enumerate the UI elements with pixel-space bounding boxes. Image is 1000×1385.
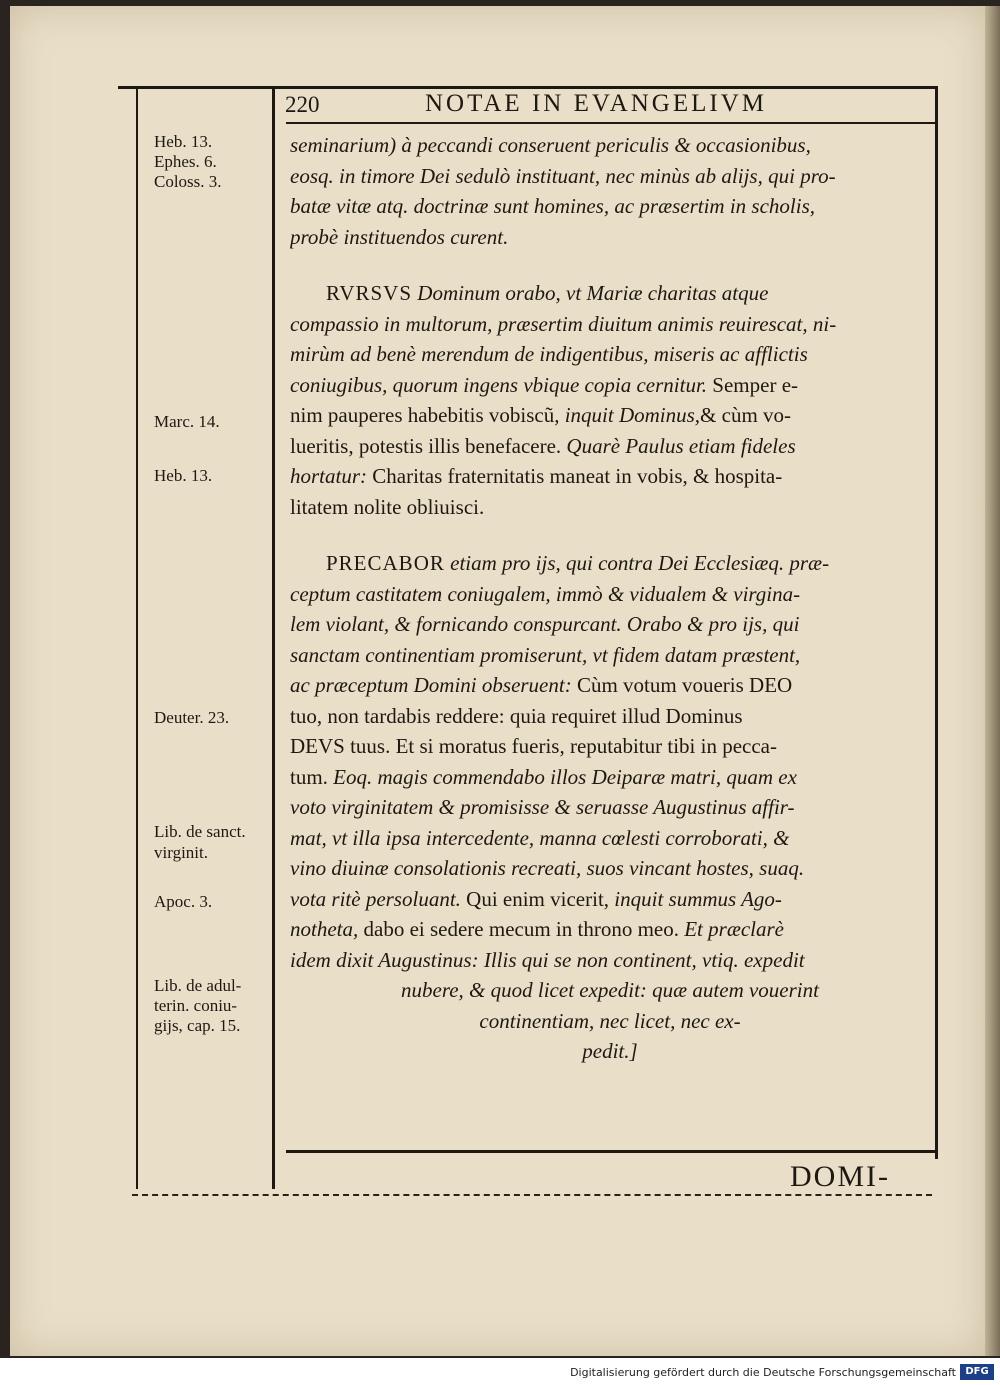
page-edge xyxy=(985,6,1000,1356)
margin-note: Heb. 13. xyxy=(154,132,213,151)
text-line xyxy=(290,762,930,793)
text-run: & cùm vo- xyxy=(700,403,792,427)
text-line: sanctam continentiam promiserunt, vt fidem datam præstent, xyxy=(290,642,801,667)
text-line: tuo, non tardabis reddere: quia requiret illud Dominus xyxy=(290,703,743,728)
text-run: etiam pro ijs, qui contra Dei Ecclesiæq. præ- xyxy=(450,551,830,575)
text-line xyxy=(290,914,930,945)
frame-right-rule xyxy=(935,89,938,1159)
margin-gutter-rule xyxy=(272,89,275,1189)
text-line xyxy=(290,400,930,431)
text-run: Semper e- xyxy=(712,372,799,397)
paragraph-3 xyxy=(290,548,930,1067)
text-line xyxy=(290,431,930,462)
text-run: dabo ei sedere mecum in throno meo. xyxy=(363,917,679,941)
text-line xyxy=(290,884,930,915)
text-line xyxy=(290,548,930,579)
text-line: eosq. in timore Dei sedulò instituant, nec minùs ab alijs, qui pro- xyxy=(290,163,836,188)
text-line: batæ vitæ atq. doctrinæ sunt homines, ac præsertim in scholis, xyxy=(290,194,816,218)
text-run: lueritis, potestis illis benefacere. xyxy=(290,433,562,458)
text-line: pedit.] xyxy=(582,1039,638,1063)
text-run: inquit Dominus, xyxy=(564,403,701,427)
text-run: inquit summus Ago- xyxy=(614,886,782,911)
margin-note: Heb. 13. xyxy=(154,466,213,485)
text-run: ac præceptum Domini obseruent: xyxy=(290,673,572,697)
margin-note: gijs, cap. 15. xyxy=(154,1016,241,1035)
funding-note: Digitalisierung gefördert durch die Deutsche Forschungsgemeinschaft xyxy=(570,1366,956,1379)
margin-note: Lib. de adul- xyxy=(154,976,242,995)
margin-note: Marc. 14. xyxy=(154,412,220,431)
dfg-logo: DFG xyxy=(960,1364,994,1380)
text-line: compassio in multorum, præsertim diuitum animis reuirescat, ni- xyxy=(290,311,837,336)
margin-note: Deuter. 23. xyxy=(154,708,230,727)
text-line: continentiam, nec licet, nec ex- xyxy=(479,1008,741,1033)
margin-note: Apoc. 3. xyxy=(154,892,213,911)
text-run: Et præclarè xyxy=(684,917,784,941)
text-run: Cùm votum voueris DEO xyxy=(576,673,793,697)
text-line: idem dixit Augustinus: Illis qui se non continent, vtiq. expedit xyxy=(290,947,805,972)
text-line: voto virginitatem & promisisse & seruasse Augustinus affir- xyxy=(290,795,795,819)
paragraph-lead-word: PRECABOR xyxy=(326,551,445,575)
paragraph-lead-word: RVRSVS xyxy=(326,281,413,305)
text-line: mirùm ad benè merendum de indigentibus, miseris ac afflictis xyxy=(290,342,808,366)
text-line xyxy=(290,670,930,701)
text-line: mat, vt illa ipsa intercedente, manna cœlesti corroborati, & xyxy=(290,825,790,850)
text-run: notheta, xyxy=(290,917,359,941)
running-head: NOTAE IN EVANGELIVM xyxy=(425,90,767,117)
dashed-rule xyxy=(132,1194,932,1196)
margin-note: virginit. xyxy=(154,843,208,862)
margin-note: Ephes. 6. xyxy=(154,152,217,171)
text-run: Eoq. magis commendabo illos Deiparæ matri, quam ex xyxy=(333,764,797,789)
margin-note: terin. coniu- xyxy=(154,996,238,1015)
text-line: ceptum castitatem coniugalem, immò & vidualem & virgina- xyxy=(290,581,801,606)
frame-top-rule xyxy=(118,86,938,89)
paragraph-1 xyxy=(290,130,930,252)
text-run: Charitas fraternitatis maneat in vobis, & hospita- xyxy=(372,464,783,488)
header-rule xyxy=(286,122,938,124)
text-line: seminarium) à peccandi conseruent periculis & occasionibus, xyxy=(290,133,811,157)
text-line: nubere, & quod licet expedit: quæ autem vouerint xyxy=(401,978,819,1002)
margin-note: Coloss. 3. xyxy=(154,172,222,191)
text-run: nim pauperes habebitis vobiscũ, xyxy=(290,403,560,427)
catchword: DOMI- xyxy=(790,1160,890,1193)
text-line xyxy=(290,278,930,309)
page-number: 220 xyxy=(285,92,320,117)
text-run: coniugibus, quorum ingens vbique copia cernitur. xyxy=(290,372,708,397)
text-run: hortatur: xyxy=(290,464,368,488)
text-line: probè instituendos curent. xyxy=(290,224,509,249)
text-run: tum. xyxy=(290,764,328,789)
text-line: lem violant, & fornicando conspurcant. Orabo & pro ijs, qui xyxy=(290,612,800,636)
text-line: vino diuinæ consolationis recreati, suos vincant hostes, suaq. xyxy=(290,856,805,880)
text-line xyxy=(290,461,930,492)
text-run: Qui enim vicerit, xyxy=(466,886,610,911)
text-run: vota ritè persoluant. xyxy=(290,886,461,911)
paragraph-2 xyxy=(290,278,930,522)
text-bottom-rule xyxy=(286,1150,938,1153)
text-run: Dominum orabo, vt Mariæ charitas atque xyxy=(417,281,769,305)
text-line: DEVS tuus. Et si moratus fueris, reputabitur tibi in pecca- xyxy=(290,734,777,758)
text-line: litatem nolite obliuisci. xyxy=(290,494,485,519)
text-run: Quarè Paulus etiam fideles xyxy=(566,433,796,458)
frame-left-rule xyxy=(136,89,138,1189)
margin-note: Lib. de sanct. xyxy=(154,822,246,841)
text-line xyxy=(290,370,930,401)
